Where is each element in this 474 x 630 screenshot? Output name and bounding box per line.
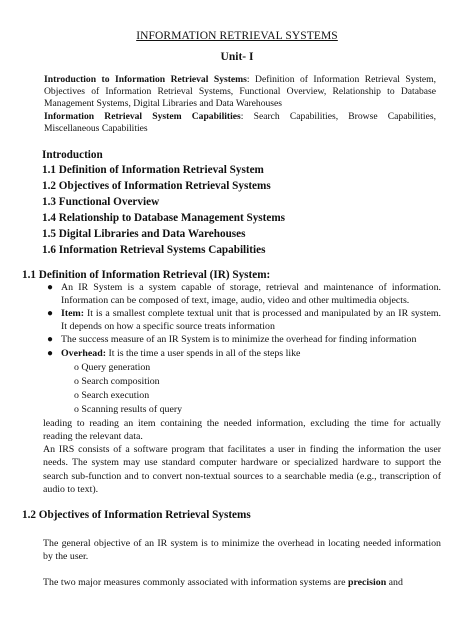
body-paragraph: The two major measures commonly associated with information systems are precision and [43, 577, 403, 588]
intro-label: Introduction to Information Retrieval Systems [44, 74, 247, 85]
intro-paragraph [44, 74, 436, 110]
toc-item: 1.3 Functional Overview [42, 196, 160, 208]
body-paragraph: An IRS consists of a software program that facilitates a user in finding the information the user needs. The system may use standard computer hardware or specialized hardware to support the search sub-function and to convert non-textual sources to a searchable media (e.g., transcription of audio to text). [43, 444, 441, 495]
emphasis-precision: precision [347, 577, 387, 588]
toc-item: 1.2 Objectives of Information Retrieval Systems [42, 180, 271, 192]
bullet-dot-icon: ● [47, 308, 54, 319]
capabilities-text: : Search Capabilities, Browse Capabilities, Miscellaneous Capabilities [44, 111, 436, 135]
bullet-item: Overhead: It is the time a user spends in all of the steps like [61, 348, 301, 359]
sub-list-item: o Query generation [74, 362, 151, 373]
bullet-dot-icon: ● [47, 282, 54, 293]
unit-label: Unit- I [220, 51, 254, 63]
capabilities-label: Information Retrieval System Capabilities [44, 111, 241, 122]
bullet-item: An IR System is a system capable of storage, retrieval and maintenance of information. Information can be composed of text, image, audio, video and other multimedia objects. [61, 282, 441, 307]
section-1-1-heading: 1.1 Definition of Information Retrieval (IR) System: [22, 269, 271, 281]
bullet-item: Item: It is a smallest complete textual unit that is processed and manipulated by an IR system. It depends on how a specific source treats information [61, 308, 441, 333]
sub-list-item: o Search composition [74, 376, 160, 387]
body-paragraph: The general objective of an IR system is to minimize the overhead in locating needed information by the user. [43, 538, 441, 563]
sub-list-item: o Search execution [74, 390, 150, 401]
sub-list-item: o Scanning results of query [74, 404, 183, 415]
bullet-dot-icon: ● [47, 334, 54, 345]
bullet-item: The success measure of an IR System is to minimize the overhead for finding information [61, 334, 417, 345]
body-paragraph: leading to reading an item containing the needed information, excluding the time for actually reading the relevant data. [43, 418, 441, 443]
toc-item: 1.4 Relationship to Database Management Systems [42, 212, 286, 224]
document-title: INFORMATION RETRIEVAL SYSTEMS [136, 30, 338, 42]
intro-text: : Definition of Information Retrieval System, Objectives of Information Retrieval Systems, Functional Overview, Relationship to Database Management Systems, Digital Libraries and Data Warehouses [44, 74, 437, 110]
toc-item: Introduction [42, 149, 103, 161]
section-1-2-heading: 1.2 Objectives of Information Retrieval Systems [22, 509, 251, 521]
capabilities-paragraph [44, 111, 436, 135]
toc-item: 1.6 Information Retrieval Systems Capabilities [42, 244, 266, 256]
toc-item: 1.1 Definition of Information Retrieval System [42, 164, 264, 176]
bullet-dot-icon: ● [47, 348, 54, 359]
toc-item: 1.5 Digital Libraries and Data Warehouses [42, 228, 246, 240]
